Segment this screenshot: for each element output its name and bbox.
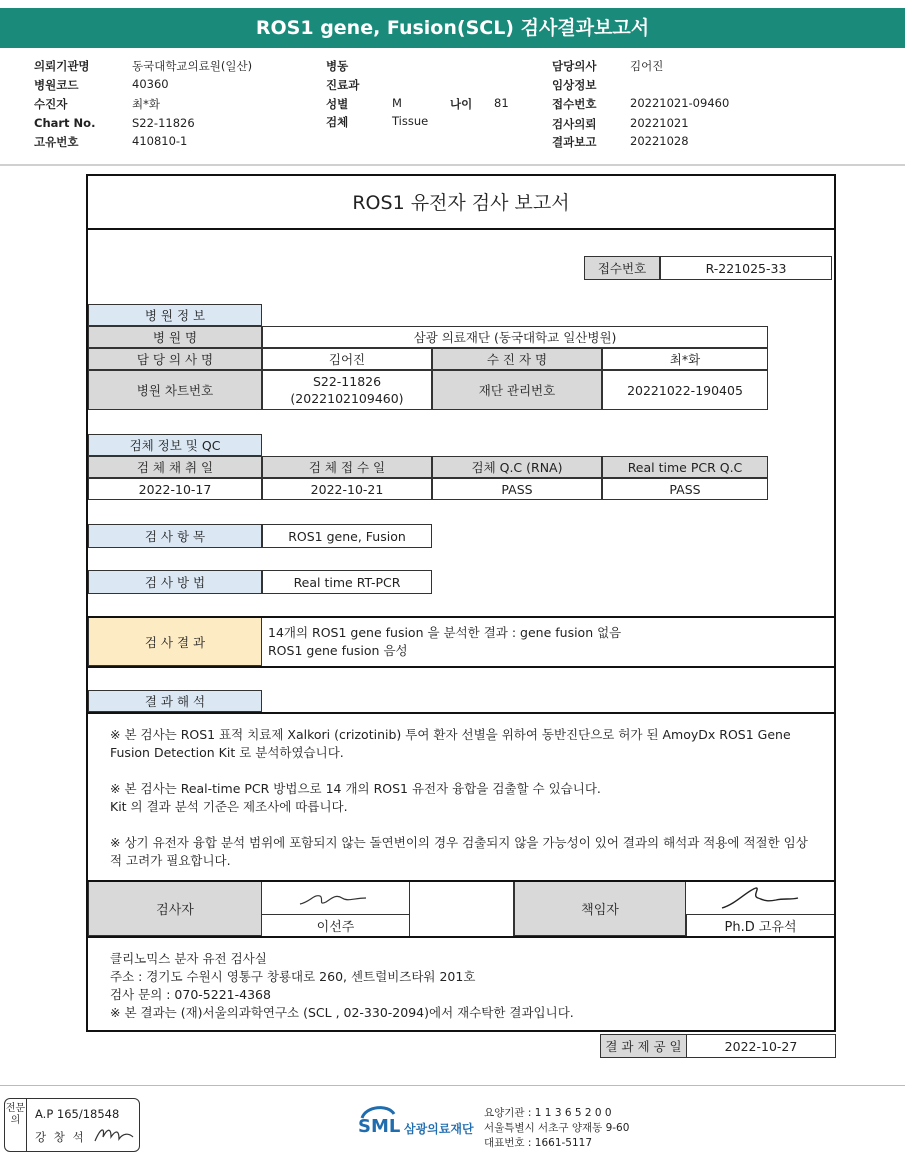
header-value-hospital-code: 40360 — [132, 77, 169, 91]
spec-value-collect: 2022-10-17 — [88, 478, 262, 500]
interp-paragraph-1 — [110, 726, 791, 762]
interp-p1-line2: Fusion Detection Kit 로 분석하였습니다. — [110, 745, 344, 760]
header-value-institution: 동국대학교의료원(일산) — [132, 59, 253, 73]
stamp-line1: A.P 165/18548 — [35, 1107, 120, 1121]
header-label-patient: 수진자 — [34, 97, 68, 111]
spec-header-pcr-qc: Real time PCR Q.C — [602, 456, 768, 478]
foundation-address — [484, 1106, 629, 1151]
header-label-result-report: 결과보고 — [552, 135, 597, 149]
header-label-doctor: 담당의사 — [552, 59, 597, 73]
test-item-label: 검 사 항 목 — [88, 524, 262, 548]
chart-value — [262, 370, 432, 410]
test-method-label: 검 사 방 법 — [88, 570, 262, 594]
test-item-value: ROS1 gene, Fusion — [262, 524, 432, 548]
header-value-chart: S22-11826 — [132, 116, 195, 130]
doctor-label: 담 당 의 사 명 — [88, 348, 262, 370]
interp-label: 결 과 해 석 — [88, 690, 262, 712]
header-label-request: 검사의뢰 — [552, 117, 597, 131]
header-label-age: 나이 — [450, 97, 473, 111]
header-label-ward: 병동 — [326, 59, 349, 73]
spec-value-pcr-qc: PASS — [602, 478, 768, 500]
foundation-label: 재단 관리번호 — [432, 370, 602, 410]
responsible-name: Ph.D 고유석 — [686, 914, 834, 936]
interp-p2-line2: Kit 의 결과 분석 기준은 제조사에 따릅니다. — [110, 799, 348, 814]
spec-header-receive: 검 체 접 수 일 — [262, 456, 432, 478]
interp-paragraph-2 — [110, 780, 601, 816]
responsible-signature — [686, 882, 834, 914]
specialist-stamp — [4, 1098, 140, 1152]
patient-value: 최*화 — [602, 348, 768, 370]
responsible-signature-icon — [686, 882, 834, 914]
hospital-section-title: 병 원 정 보 — [88, 304, 262, 326]
sml-logo-sub: 삼광의료재단 — [404, 1122, 474, 1136]
addr-line2: 서울특별시 서초구 양재동 9-60 — [484, 1122, 630, 1134]
hospital-name-label: 병 원 명 — [88, 326, 262, 348]
header-label-receipt: 접수번호 — [552, 97, 597, 111]
addr-line1: 요양기관 : 1 1 3 6 5 2 0 0 — [484, 1107, 612, 1119]
header-value-patient: 최*화 — [132, 97, 160, 111]
receipt-value: R-221025-33 — [660, 256, 832, 280]
provided-label: 결 과 제 공 일 — [600, 1034, 686, 1058]
tester-name: 이선주 — [262, 914, 410, 936]
header-value-age: 81 — [494, 96, 509, 110]
header-value-receipt: 20221021-09460 — [630, 96, 730, 110]
header-label-specimen: 검체 — [326, 115, 349, 129]
header-label-sex: 성별 — [326, 97, 349, 111]
header-value-result-report: 20221028 — [630, 134, 689, 148]
lab-contact: 검사 문의 : 070-5221-4368 — [110, 987, 271, 1002]
stamp-vertical-label: 전문의 — [5, 1099, 27, 1151]
stamp-signature-icon — [91, 1123, 137, 1147]
interp-p1-line1: ※ 본 검사는 ROS1 표적 치료제 Xalkori (crizotinib) 투여 환자 선별을 위하여 동반진단으로 허가 된 AmoyDx ROS1 Gene — [110, 727, 791, 742]
tester-signature — [262, 882, 410, 914]
interp-p3-line1: ※ 상기 유전자 융합 분석 범위에 포함되지 않는 돌연변이의 경우 검출되지 않을 가능성이 있어 결과의 해석과 적용에 적절한 임상 — [110, 835, 808, 850]
provided-value: 2022-10-27 — [686, 1034, 836, 1058]
lab-name: 클리노믹스 분자 유전 검사실 — [110, 951, 267, 966]
foundation-value: 20221022-190405 — [602, 370, 768, 410]
spec-header-rna-qc: 검체 Q.C (RNA) — [432, 456, 602, 478]
tester-signature-icon — [262, 882, 410, 914]
header-label-department: 진료과 — [326, 78, 360, 92]
result-bottom-rule — [88, 666, 834, 668]
header-label-institution: 의뢰기관명 — [34, 59, 90, 73]
header-value-unique-id: 410810-1 — [132, 134, 188, 148]
specimen-section-title: 검체 정보 및 QC — [88, 434, 262, 456]
doctor-value: 김어진 — [262, 348, 432, 370]
sign-bottom-rule — [88, 936, 834, 938]
interp-rule — [88, 712, 834, 714]
interp-paragraph-3 — [110, 834, 808, 870]
hospital-name-value: 삼광 의료재단 (동국대학교 일산병원) — [262, 326, 768, 348]
footer-divider — [0, 1085, 905, 1086]
header-value-specimen: Tissue — [392, 114, 429, 128]
responsible-label: 책임자 — [514, 882, 686, 936]
blank-cell — [410, 882, 514, 936]
header-value-request: 20221021 — [630, 116, 689, 130]
spec-value-rna-qc: PASS — [432, 478, 602, 500]
header-label-clinical-info: 임상정보 — [552, 78, 597, 92]
ros1-report — [86, 174, 836, 1054]
result-text — [268, 624, 621, 660]
addr-line3: 대표번호 : 1661-5117 — [484, 1137, 593, 1149]
patient-header — [0, 56, 905, 156]
test-method-value: Real time RT-PCR — [262, 570, 432, 594]
tester-label: 검사자 — [88, 882, 262, 936]
header-label-unique-id: 고유번호 — [34, 135, 79, 149]
header-value-doctor: 김어진 — [630, 59, 664, 73]
lab-address: 주소 : 경기도 수원시 영통구 창룡대로 260, 센트럴비즈타워 201호 — [110, 969, 476, 984]
spec-header-collect: 검 체 채 취 일 — [88, 456, 262, 478]
interp-p3-line2: 적 고려가 필요합니다. — [110, 853, 231, 868]
patient-label: 수 진 자 명 — [432, 348, 602, 370]
result-line1: 14개의 ROS1 gene fusion 을 분석한 결과 : gene fusion 없음 — [268, 625, 622, 640]
chart-value-line1: S22-11826 — [312, 374, 382, 389]
stamp-line2: 강 창 석 — [35, 1130, 86, 1144]
receipt-label: 접수번호 — [584, 256, 660, 280]
report-title: ROS1 유전자 검사 보고서 — [88, 176, 834, 230]
header-label-hospital-code: 병원코드 — [34, 78, 79, 92]
lab-info — [110, 950, 574, 1022]
sml-logo — [358, 1104, 474, 1140]
result-line2: ROS1 gene fusion 음성 — [268, 643, 408, 658]
interp-p2-line1: ※ 본 검사는 Real-time PCR 방법으로 14 개의 ROS1 유전자 융합을 검출할 수 있습니다. — [110, 781, 601, 796]
header-label-chart: Chart No. — [34, 116, 96, 130]
header-value-sex: M — [392, 96, 402, 110]
lab-note: ※ 본 결과는 (재)서울의과학연구소 (SCL , 02-330-2094)에서 재수탁한 결과입니다. — [110, 1005, 574, 1020]
spec-value-receive: 2022-10-21 — [262, 478, 432, 500]
chart-label: 병원 차트번호 — [88, 370, 262, 410]
report-banner-title: ROS1 gene, Fusion(SCL) 검사결과보고서 — [0, 8, 905, 48]
result-label: 검 사 결 과 — [88, 618, 262, 666]
header-divider — [0, 164, 905, 166]
sml-logo-text: SML — [358, 1116, 401, 1137]
chart-value-line2: (2022102109460) — [290, 391, 404, 406]
